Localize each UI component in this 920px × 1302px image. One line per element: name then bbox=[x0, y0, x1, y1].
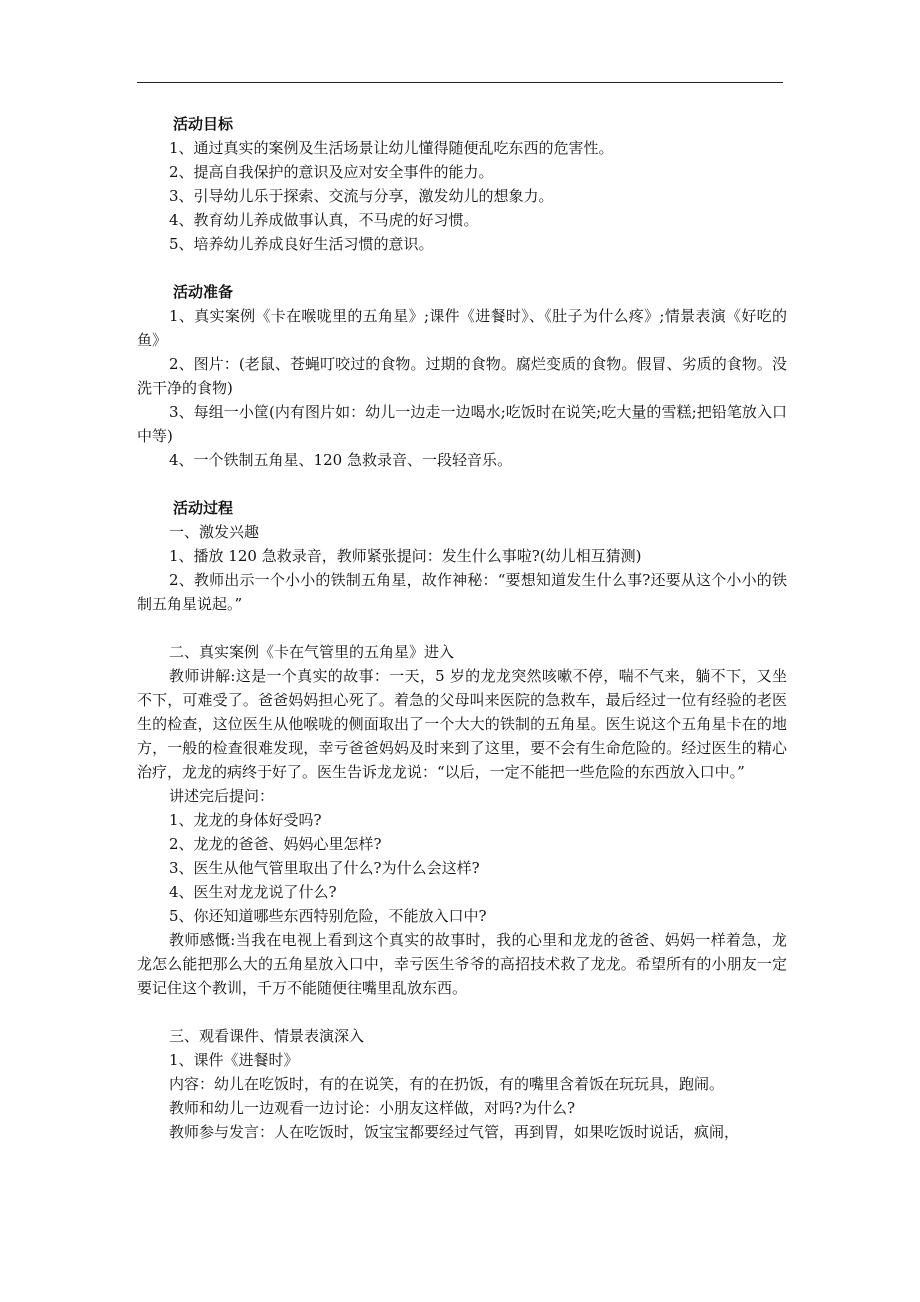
paragraph: 3、每组一小筐(内有图片如：幼儿一边走一边喝水;吃饭时在说笑;吃大量的雪糕;把铅笔放入口中等) bbox=[137, 403, 787, 445]
paragraph: 教师和幼儿一边观看一边讨论：小朋友这样做，对吗?为什么? bbox=[169, 1099, 576, 1117]
paragraph: 3、引导幼儿乐于探索、交流与分享，激发幼儿的想象力。 bbox=[169, 187, 554, 205]
section-activity-preparation bbox=[137, 280, 787, 472]
paragraph: 2、提高自我保护的意识及应对安全事件的能力。 bbox=[169, 163, 494, 181]
paragraph: 4、一个铁制五角星、120 急救录音、一段轻音乐。 bbox=[169, 451, 512, 469]
paragraph: 5、培养幼儿养成良好生活习惯的意识。 bbox=[169, 235, 434, 253]
paragraph: 内容：幼儿在吃饭时，有的在说笑，有的在扔饭，有的嘴里含着饭在玩玩具，跑闹。 bbox=[169, 1075, 725, 1093]
document-body bbox=[137, 112, 787, 1168]
paragraph: 1、播放 120 急救录音，教师紧张提问：发生什么事啦?(幼儿相互猜测) bbox=[169, 547, 642, 565]
paragraph: 讲述完后提问： bbox=[169, 787, 275, 805]
paragraph: 2、教师出示一个小小的铁制五角星，故作神秘：“要想知道发生什么事?还要从这个小小的铁制五角星说起。” bbox=[137, 571, 787, 613]
paragraph: 教师参与发言：人在吃饭时，饭宝宝都要经过气管，再到胃，如果吃饭时说话，疯闹， bbox=[169, 1123, 740, 1141]
paragraph: 教师感慨:当我在电视上看到这个真实的故事时，我的心里和龙龙的爸爸、妈妈一样着急，龙龙怎么能把那么大的五角星放入口中，幸亏医生爷爷的高招技术救了龙龙。希望所有的小朋友一定要记住这个教训，千万不能随便往嘴里乱放东西。 bbox=[137, 931, 787, 997]
paragraph: 1、课件《进餐时》 bbox=[169, 1051, 299, 1069]
paragraph: 4、教育幼儿养成做事认真，不马虎的好习惯。 bbox=[169, 211, 479, 229]
section-activity-goals bbox=[137, 112, 787, 256]
section-heading: 活动目标 bbox=[173, 115, 234, 133]
paragraph: 2、图片：(老鼠、苍蝇叮咬过的食物。过期的食物。腐烂变质的食物。假冒、劣质的食物。没洗干净的食物) bbox=[137, 355, 787, 397]
section-heading: 活动过程 bbox=[173, 499, 234, 517]
paragraph: 5、你还知道哪些东西特别危险，不能放入口中? bbox=[169, 907, 487, 925]
paragraph: 1、龙龙的身体好受吗? bbox=[169, 811, 322, 829]
section-activity-process bbox=[137, 496, 787, 616]
paragraph: 4、医生对龙龙说了什么? bbox=[169, 883, 337, 901]
section-real-case bbox=[137, 640, 787, 1000]
section-heading: 活动准备 bbox=[173, 283, 234, 301]
paragraph: 2、龙龙的爸爸、妈妈心里怎样? bbox=[169, 835, 382, 853]
paragraph: 三、观看课件、情景表演深入 bbox=[169, 1027, 365, 1045]
paragraph: 一、激发兴趣 bbox=[169, 523, 260, 541]
section-courseware bbox=[137, 1024, 787, 1144]
paragraph: 二、真实案例《卡在气管里的五角星》进入 bbox=[169, 643, 455, 661]
paragraph: 1、真实案例《卡在喉咙里的五角星》;课件《进餐时》、《肚子为什么疼》;情景表演《好吃的鱼》 bbox=[137, 307, 787, 349]
paragraph: 1、通过真实的案例及生活场景让幼儿懂得随便乱吃东西的危害性。 bbox=[169, 139, 614, 157]
header-rule bbox=[137, 82, 783, 83]
paragraph: 教师讲解:这是一个真实的故事：一天，5 岁的龙龙突然咳嗽不停，喘不气来，躺不下，又坐不下，可难受了。爸爸妈妈担心死了。着急的父母叫来医院的急救车，最后经过一位有经验的老医生的检查，这位医生从他喉咙的侧面取出了一个大大的铁制的五角星。医生说这个五角星卡在的地方，一般的检查很难发现，幸亏爸爸妈妈及时来到了这里，要不会有生命危险的。经过医生的精心治疗，龙龙的病终于好了。医生告诉龙龙说：“以后，一定不能把一些危险的东西放入口中。” bbox=[137, 667, 787, 781]
paragraph: 3、医生从他气管里取出了什么?为什么会这样? bbox=[169, 859, 480, 877]
